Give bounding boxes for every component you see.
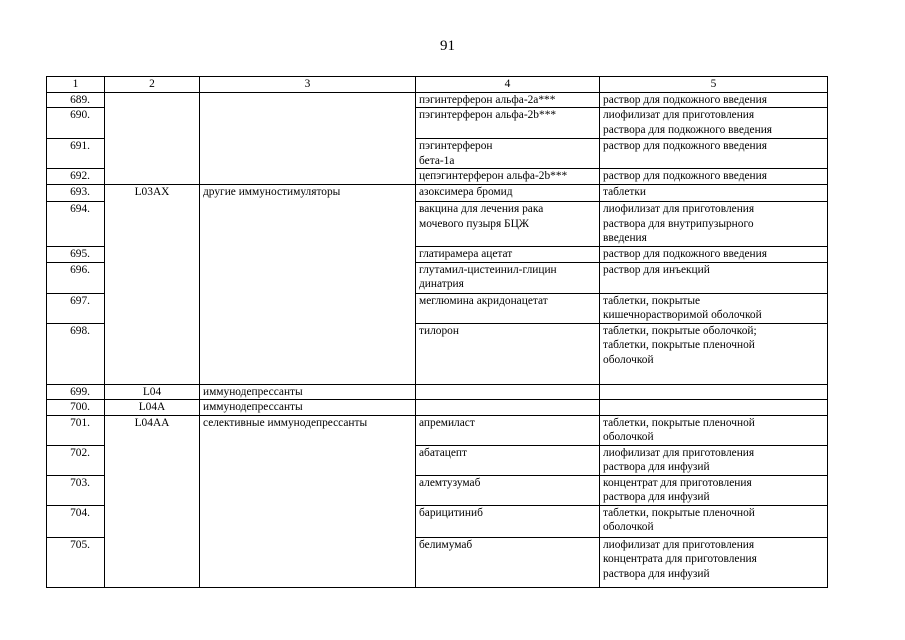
- dosage-form-line: таблетки: [603, 186, 647, 198]
- drug-name-cell: [416, 505, 600, 537]
- row-number-cell: 693.: [47, 185, 105, 202]
- group-name-cell: [200, 537, 416, 587]
- atc-code-cell: L04A: [105, 400, 200, 416]
- group-name-cell: [200, 169, 416, 185]
- dosage-form-line: раствора для внутрипузырного: [603, 217, 754, 230]
- table-row: [47, 202, 828, 247]
- row-number-cell: 701.: [47, 415, 105, 445]
- dosage-form-line: лиофилизат для приготовления: [603, 203, 755, 215]
- atc-code-cell: [105, 537, 200, 587]
- row-number-cell: 704.: [47, 505, 105, 537]
- dosage-form-line: оболочкой: [603, 431, 654, 443]
- drug-name-line: глатирамера ацетат: [419, 248, 513, 260]
- row-number-cell: 702.: [47, 445, 105, 475]
- column-header-4: 4: [416, 77, 600, 93]
- row-number-cell: 690.: [47, 108, 105, 139]
- dosage-form-cell: [600, 415, 828, 445]
- drug-name-cell: [416, 108, 600, 139]
- dosage-form-cell: [600, 202, 828, 247]
- dosage-form-line: раствор для подкожного введения: [603, 140, 767, 152]
- dosage-form-cell: [600, 445, 828, 475]
- atc-code-cell: [105, 92, 200, 108]
- dosage-form-cell: [600, 92, 828, 108]
- table-row: [47, 169, 828, 185]
- atc-code-cell: L04AA: [105, 415, 200, 445]
- table-row: [47, 185, 828, 202]
- dosage-form-line: оболочкой: [603, 353, 654, 366]
- drug-name-line: пэгинтерферон: [419, 140, 493, 152]
- drug-name-line: апремиласт: [419, 416, 475, 429]
- dosage-form-cell: [600, 505, 828, 537]
- dosage-form-line: таблетки, покрытые пленочной: [603, 506, 755, 519]
- drug-name-line: мочевого пузыря БЦЖ: [419, 217, 530, 230]
- group-name-cell: [200, 139, 416, 169]
- dosage-form-line: таблетки, покрытые пленочной: [603, 416, 755, 429]
- dosage-form-line: таблетки, покрытые: [603, 294, 701, 307]
- row-number-cell: 705.: [47, 537, 105, 587]
- drug-name-cell: [416, 202, 600, 247]
- drug-name-cell: [416, 185, 600, 202]
- dosage-form-line: раствор для подкожного введения: [603, 170, 767, 182]
- drug-name-line: белимумаб: [419, 538, 473, 551]
- row-number-cell: 694.: [47, 202, 105, 247]
- drug-name-cell: [416, 445, 600, 475]
- page-number: 91: [440, 38, 455, 54]
- atc-code-cell: [105, 505, 200, 537]
- dosage-form-cell: [600, 247, 828, 263]
- dosage-form-line: раствора для подкожного введения: [603, 123, 773, 136]
- dosage-form-cell: [600, 169, 828, 185]
- column-header-5: 5: [600, 77, 828, 93]
- table-row: [47, 323, 828, 384]
- drug-name-cell: [416, 323, 600, 384]
- group-name-cell: [200, 262, 416, 293]
- atc-code-cell: L04: [105, 384, 200, 400]
- drug-name-line: цепэгинтерферон альфа-2b***: [419, 170, 568, 182]
- atc-code-cell: [105, 108, 200, 139]
- table-row: [47, 293, 828, 323]
- dosage-form-line: введения: [603, 232, 647, 244]
- dosage-form-line: кишечнорастворимой оболочкой: [603, 309, 762, 321]
- dosage-form-cell: [600, 293, 828, 323]
- table-row: [47, 475, 828, 505]
- atc-code-cell: [105, 293, 200, 323]
- row-number-cell: 689.: [47, 92, 105, 108]
- group-name-cell: [200, 293, 416, 323]
- drug-name-line: глутамил-цистеинил-глицин: [419, 263, 557, 276]
- dosage-form-line: концентрат для приготовления: [603, 476, 752, 489]
- dosage-form-line: таблетки, покрытые оболочкой;: [603, 324, 757, 337]
- atc-code-cell: [105, 445, 200, 475]
- row-number-cell: 700.: [47, 400, 105, 416]
- dosage-form-line: раствор для подкожного введения: [603, 248, 767, 260]
- dosage-form-line: раствора для инфузий: [603, 491, 710, 503]
- drug-name-line: азоксимера бромид: [419, 186, 513, 198]
- group-name-cell: [200, 108, 416, 139]
- dosage-form-cell: [600, 108, 828, 139]
- drug-name-cell: [416, 475, 600, 505]
- drug-name-cell: [416, 415, 600, 445]
- dosage-form-cell: [600, 262, 828, 293]
- table-row: [47, 384, 828, 400]
- table-header-row: [47, 77, 828, 93]
- drug-name-cell: [416, 293, 600, 323]
- table-row: [47, 262, 828, 293]
- table-row: [47, 92, 828, 108]
- dosage-form-cell: [600, 139, 828, 169]
- dosage-form-cell: [600, 323, 828, 384]
- drug-name-cell: [416, 139, 600, 169]
- drug-name-cell: [416, 247, 600, 263]
- atc-code-cell: [105, 139, 200, 169]
- group-name-cell: [200, 475, 416, 505]
- drug-name-line: меглюмина акридонацетат: [419, 294, 548, 307]
- row-number-cell: 696.: [47, 262, 105, 293]
- medication-table: [46, 76, 828, 588]
- table-row: [47, 537, 828, 587]
- group-name-cell: иммунодепрессанты: [200, 384, 416, 400]
- drug-name-line: пэгинтерферон альфа-2b***: [419, 109, 557, 121]
- dosage-form-cell: [600, 400, 828, 416]
- atc-code-cell: [105, 323, 200, 384]
- row-number-cell: 692.: [47, 169, 105, 185]
- table-row: [47, 139, 828, 169]
- dosage-form-cell: [600, 384, 828, 400]
- drug-name-line: вакцина для лечения рака: [419, 203, 544, 215]
- group-name-cell: другие иммуностимуляторы: [200, 185, 416, 202]
- group-name-cell: селективные иммунодепрессанты: [200, 415, 416, 445]
- column-header-3: 3: [200, 77, 416, 93]
- row-number-cell: 695.: [47, 247, 105, 263]
- dosage-form-cell: [600, 475, 828, 505]
- dosage-form-line: концентрата для приготовления: [603, 553, 757, 565]
- drug-name-line: динатрия: [419, 278, 464, 290]
- dosage-form-line: раствор для подкожного введения: [603, 93, 767, 106]
- group-name-cell: [200, 202, 416, 247]
- table-row: [47, 445, 828, 475]
- row-number-cell: 698.: [47, 323, 105, 384]
- drug-name-cell: [416, 262, 600, 293]
- group-name-cell: [200, 445, 416, 475]
- row-number-cell: 703.: [47, 475, 105, 505]
- atc-code-cell: [105, 247, 200, 263]
- group-name-cell: [200, 92, 416, 108]
- column-header-1: 1: [47, 77, 105, 93]
- dosage-form-line: лиофилизат для приготовления: [603, 446, 755, 459]
- table-row: [47, 400, 828, 416]
- drug-name-line: абатацепт: [419, 446, 468, 459]
- drug-name-cell: [416, 537, 600, 587]
- row-number-cell: 691.: [47, 139, 105, 169]
- dosage-form-line: раствора для инфузий: [603, 567, 710, 580]
- row-number-cell: 697.: [47, 293, 105, 323]
- dosage-form-line: лиофилизат для приготовления: [603, 109, 755, 121]
- drug-name-line: пэгинтерферон альфа-2a***: [419, 93, 556, 106]
- drug-name-cell: [416, 384, 600, 400]
- table-row: [47, 415, 828, 445]
- table-row: [47, 247, 828, 263]
- dosage-form-line: таблетки, покрытые пленочной: [603, 339, 755, 351]
- dosage-form-cell: [600, 185, 828, 202]
- table-row: [47, 505, 828, 537]
- group-name-cell: [200, 323, 416, 384]
- dosage-form-cell: [600, 537, 828, 587]
- dosage-form-line: раствора для инфузий: [603, 461, 710, 473]
- drug-name-line: барицитиниб: [419, 506, 483, 519]
- atc-code-cell: L03AX: [105, 185, 200, 202]
- atc-code-cell: [105, 202, 200, 247]
- drug-name-cell: [416, 400, 600, 416]
- drug-name-line: тилорон: [419, 324, 459, 337]
- atc-code-cell: [105, 262, 200, 293]
- drug-name-cell: [416, 169, 600, 185]
- column-header-2: 2: [105, 77, 200, 93]
- drug-name-line: алемтузумаб: [419, 476, 481, 489]
- dosage-form-line: оболочкой: [603, 521, 654, 533]
- group-name-cell: [200, 505, 416, 537]
- atc-code-cell: [105, 169, 200, 185]
- group-name-cell: иммунодепрессанты: [200, 400, 416, 416]
- group-name-cell: [200, 247, 416, 263]
- drug-name-line: бета-1a: [419, 154, 455, 167]
- row-number-cell: 699.: [47, 384, 105, 400]
- dosage-form-line: лиофилизат для приготовления: [603, 538, 755, 551]
- drug-name-cell: [416, 92, 600, 108]
- table-row: [47, 108, 828, 139]
- atc-code-cell: [105, 475, 200, 505]
- dosage-form-line: раствор для инъекций: [603, 263, 710, 276]
